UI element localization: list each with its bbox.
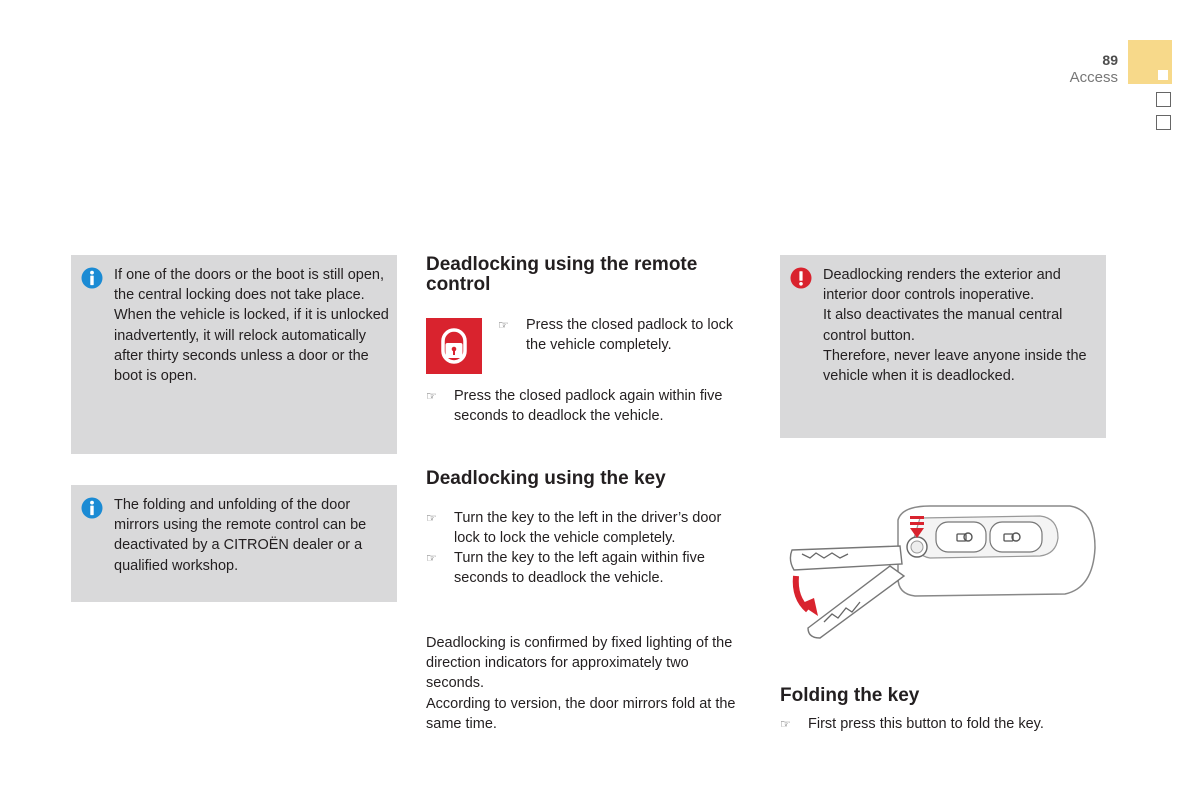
section-tab-marker (1158, 70, 1168, 80)
instruction-item (498, 315, 751, 355)
page-number: 89 (1102, 52, 1118, 68)
confirmation-paragraph (426, 633, 736, 734)
padlock-icon (426, 318, 482, 374)
instruction-item (426, 386, 749, 426)
note-line: If one of the doors or the boot is still open, the central locking does not take place. (114, 267, 385, 304)
warning-icon (790, 267, 812, 289)
section-tab-box (1156, 115, 1171, 130)
padlock-button-image (426, 318, 482, 374)
warning-note (780, 255, 1106, 438)
pointing-hand-icon: ☞ (426, 551, 437, 565)
folding-key-illustration (780, 498, 1100, 648)
info-note (71, 255, 397, 454)
note-line: Therefore, never leave anyone inside the vehicle when it is deadlocked. (823, 347, 1087, 385)
paragraph-line: According to version, the door mirrors fold at the same time. (426, 695, 736, 732)
instruction-item (426, 508, 749, 548)
section-tab-box (1156, 92, 1171, 107)
info-note (71, 485, 397, 602)
pointing-hand-icon: ☞ (426, 511, 437, 525)
pointing-hand-icon: ☞ (426, 389, 437, 403)
instruction-text: Turn the key to the left in the driver’s door lock to lock the vehicle completely. (454, 510, 722, 547)
folding-key-heading: Folding the key (780, 685, 920, 706)
instruction-text: Turn the key to the left again within five seconds to deadlock the vehicle. (454, 550, 705, 587)
instruction-item (426, 548, 749, 588)
instruction-item (780, 714, 1098, 734)
section-title: Access (1069, 69, 1118, 86)
instruction-text: First press this button to fold the key. (808, 716, 1044, 732)
note-text (114, 495, 389, 576)
pointing-hand-icon: ☞ (498, 318, 509, 332)
pointing-hand-icon: ☞ (780, 717, 791, 731)
note-text (823, 265, 1098, 386)
note-line: The folding and unfolding of the door mirrors using the remote control can be deactivated by a CITROËN dealer or a qualified workshop. (114, 497, 367, 574)
key-deadlock-heading: Deadlocking using the key (426, 468, 666, 489)
paragraph-line: Deadlocking is confirmed by fixed lighting of the direction indicators for approximately two seconds. (426, 635, 733, 692)
instruction-text: Press the closed padlock again within five seconds to deadlock the vehicle. (454, 388, 723, 425)
instruction-text: Press the closed padlock to lock the vehicle completely. (526, 317, 734, 354)
note-line: Deadlocking renders the exterior and interior door controls inoperative. (823, 267, 1061, 304)
info-icon (81, 497, 103, 519)
note-line: When the vehicle is locked, if it is unlocked inadvertently, it will relock automatically after thirty seconds unless a door or the boot is open. (114, 307, 389, 385)
note-text (114, 265, 389, 386)
remote-deadlock-heading: Deadlocking using the remote control (426, 254, 698, 295)
info-icon (81, 267, 103, 289)
note-line: It also deactivates the manual central control button. (823, 307, 1063, 344)
